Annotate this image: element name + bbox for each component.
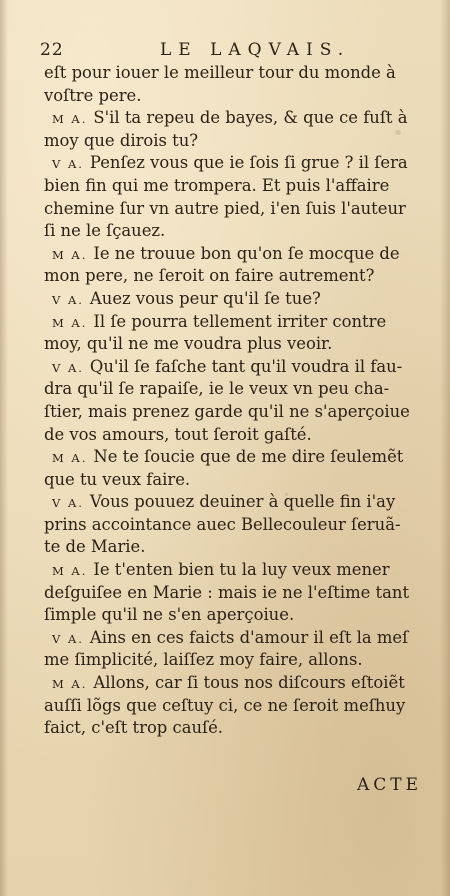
page-number: 22 <box>40 40 64 60</box>
speaker-tag: V A. <box>52 631 84 646</box>
line-text: dra qu'il ſe rapaiſe, ie le veux vn peu cha- <box>44 379 390 399</box>
text-line <box>44 333 436 356</box>
line-text: Ie ne trouue bon qu'on ſe mocque de <box>93 243 400 263</box>
speaker-tag: M A. <box>52 451 88 466</box>
line-text: eſt pour iouer le meilleur tour du monde à <box>44 63 396 82</box>
text-line <box>44 649 436 672</box>
line-text: ſtier, mais prenez garde qu'il ne s'aperçoiue <box>44 401 410 421</box>
text-line <box>44 582 436 605</box>
line-text: Il ſe pourra tellement irriter contre <box>93 311 387 331</box>
dialogue-text <box>44 62 436 740</box>
line-text: Ains en ces faicts d'amour il eſt la meſ <box>89 627 409 647</box>
line-text: que tu veux faire. <box>44 469 191 489</box>
text-line <box>44 107 436 130</box>
text-line <box>44 536 436 559</box>
line-text: moy, qu'il ne me voudra plus veoir. <box>44 334 333 354</box>
text-line <box>44 424 436 447</box>
speaker-tag: M A. <box>52 112 88 127</box>
line-text: me ſimplicité, laiſſez moy faire, allons. <box>44 650 363 670</box>
text-line <box>44 198 436 221</box>
line-text: te de Marie. <box>44 537 146 557</box>
text-line <box>44 514 436 537</box>
text-line <box>44 130 436 153</box>
line-text: Vous pouuez deuiner à quelle fin i'ay <box>89 492 396 512</box>
text-line <box>44 356 436 379</box>
speaker-tag: V A. <box>52 157 84 172</box>
line-text: Qu'il ſe faſche tant qu'il voudra il fau- <box>89 356 403 376</box>
text-line <box>44 152 436 175</box>
text-line <box>44 627 436 650</box>
text-line <box>44 559 436 582</box>
line-text: Ne te ſoucie que de me dire ſeulemẽt <box>93 447 404 467</box>
line-text: moy que dirois tu? <box>44 130 199 150</box>
line-text: deſguiſee en Marie : mais ie ne l'eſtime tant <box>44 582 410 602</box>
line-text: de vos amours, tout ſeroit gaſté. <box>44 424 312 444</box>
speaker-tag: M A. <box>52 247 88 262</box>
catchword: ACTE <box>356 775 422 795</box>
line-text: mon pere, ne ſeroit on faire autrement? <box>44 266 375 286</box>
page-header <box>40 40 435 64</box>
text-line <box>44 220 436 243</box>
text-line <box>44 446 436 469</box>
line-text: bien fin qui me trompera. Et puis l'affaire <box>44 175 390 195</box>
speaker-tag: V A. <box>52 292 84 307</box>
speaker-tag: V A. <box>52 496 84 511</box>
speaker-tag: V A. <box>52 360 84 375</box>
line-text: Penſez vous que ie ſois ſi grue ? il ſera <box>89 153 408 173</box>
text-line <box>44 604 436 627</box>
text-line <box>44 717 436 740</box>
line-text: faict, c'eſt trop cauſé. <box>44 718 223 738</box>
running-title: LE LAQVAIS. <box>160 40 351 60</box>
text-line <box>44 672 436 695</box>
text-line <box>44 378 436 401</box>
text-line <box>44 243 436 266</box>
text-line <box>44 695 436 718</box>
text-line <box>44 311 436 334</box>
line-text: Allons, car ſi tous nos diſcours eſtoiẽt <box>93 673 405 693</box>
line-text: auſſi lõgs que ceſtuy ci, ce ne ſeroit meſhuy <box>44 695 406 715</box>
text-line <box>44 85 436 108</box>
line-text: chemine ſur vn autre pied, i'en ſuis l'auteur <box>44 198 406 218</box>
line-text: prins accointance auec Bellecouleur ſeruã- <box>44 514 401 534</box>
text-line <box>44 491 436 514</box>
text-line <box>44 62 436 85</box>
line-text: Ie t'enten bien tu la luy veux mener <box>93 560 390 580</box>
speaker-tag: M A. <box>52 564 88 579</box>
line-text: ſimple qu'il ne s'en aperçoiue. <box>44 605 295 625</box>
text-line <box>44 175 436 198</box>
speaker-tag: M A. <box>52 677 88 692</box>
speaker-tag: M A. <box>52 315 88 330</box>
line-text: ſi ne le ſçauez. <box>44 221 166 241</box>
line-text: voſtre pere. <box>44 85 142 105</box>
text-line <box>44 288 436 311</box>
page-shadow-right <box>440 0 450 896</box>
text-line <box>44 469 436 492</box>
line-text: S'il ta repeu de bayes, & que ce fuſt à <box>93 108 408 128</box>
text-line <box>44 265 436 288</box>
page-shadow-left <box>0 0 8 896</box>
text-line <box>44 401 436 424</box>
line-text: Auez vous peur qu'il ſe tue? <box>89 288 321 308</box>
